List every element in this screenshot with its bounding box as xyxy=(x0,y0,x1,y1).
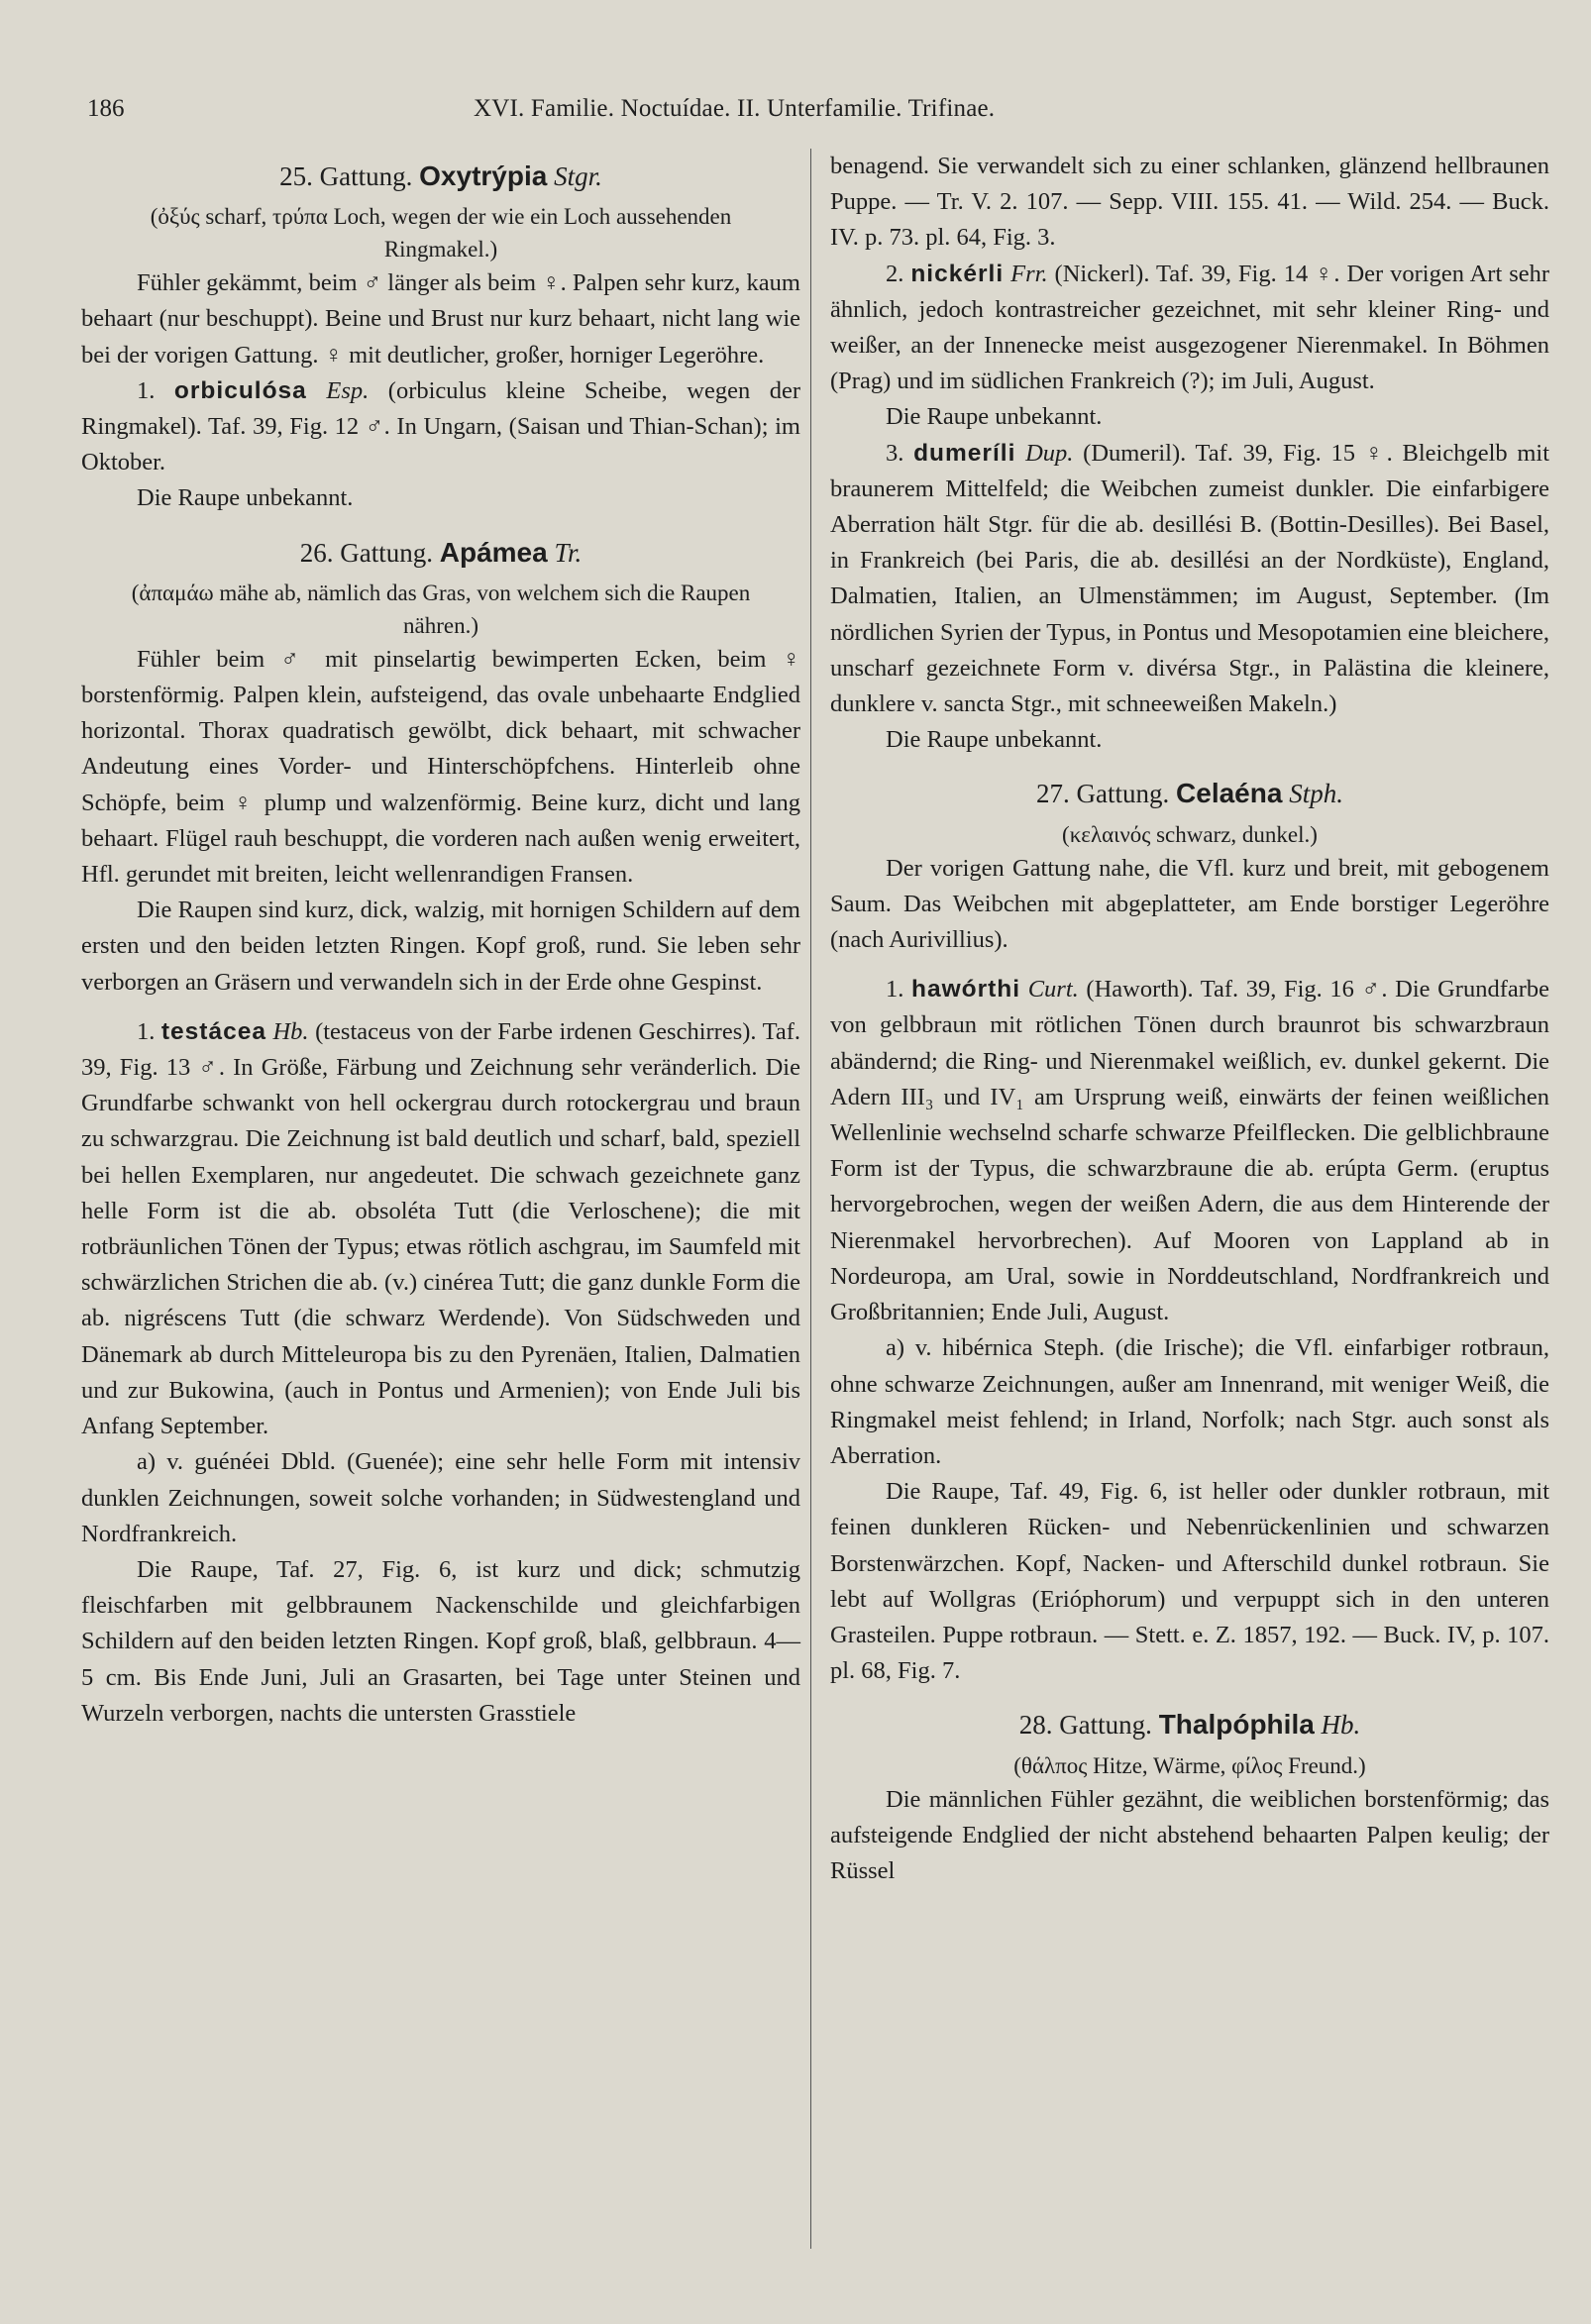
testacea-raupe: Die Raupe, Taf. 27, Fig. 6, ist kurz und dick; schmutzig fleischfarben mit gelbbraunem Nackenschilde und gleichfarbigen Schildern auf den beiden letzten Ringen. Kopf groß, blaß, gelbbraun. 4—5 cm. Bis Ende Juni, Juli an Grasarten, bei Tage unter Steinen und Wurzeln verborgen, nachts die untersten Grasstiele xyxy=(81,1555,800,1727)
haworthi-var-a: a) v. hibérnica Steph. (die Irische); die Vfl. einfarbiger rotbraun, ohne schwarze Zeichnungen, außer am Innenrand, mit weniger Weiß, die Ringmakel meist fehlend; in Irland, Norfolk; nach Stgr. auch sonst als Aberration. xyxy=(830,1334,1549,1469)
genus-28-name: Thalpóphila xyxy=(1158,1709,1315,1741)
genus-26-heading: 26. Gattung. Apámea Tr. xyxy=(299,536,583,568)
genus-25-etymology: (ὀξύς scharf, τρύπα Loch, wegen der wie ein Loch aussehenden Ringmakel.) xyxy=(150,204,732,263)
nickerli-raupe: Die Raupe unbekannt. xyxy=(886,403,1103,431)
genus-25-description: Fühler gekämmt, beim ♂ länger als beim ♀. Palpen sehr kurz, kaum behaart (nur beschuppt). Beine und Brust nur kurz behaart, nicht lang wie bei der vorigen Gattung. ♀ mit deutlicher, großer, horniger Legeröhre. xyxy=(81,269,800,369)
genus-25-heading: 25. Gattung. Oxytrýpia Stgr. xyxy=(279,160,602,191)
genus-26-name: Apámea xyxy=(439,536,548,568)
genus-28-heading: 28. Gattung. Thalpóphila Hb. xyxy=(1018,1709,1361,1741)
left-column xyxy=(81,149,800,1732)
orbiculosa-raupe: Die Raupe unbekannt. xyxy=(137,484,354,512)
page-number: 186 xyxy=(87,95,125,122)
genus-25-name: Oxytrýpia xyxy=(419,160,548,191)
right-column xyxy=(830,149,1549,1889)
species-haworthi: 1. hawórthi Curt. (Haworth). Taf. 39, Fig. 16 ♂. Die Grundfarbe von gelbbraun mit rötlichen Tönen durch braunrot bis schwarzbraun abändernd; die Ring- und Nierenmakel weißlich, ev. dunkel gekernt. Die Adern III₃ und IV₁ am Ursprung weiß, einwärts der feinen weißlichen Wellenlinie wechselnd scharfe schwarze Pfeilflecken. Die gelblichbraune Form ist der Typus, die schwarzbraune die ab. erúpta Germ. (eruptus hervorgebrochen, wegen der weißen Adern, die aus dem Hinterende der Nierenmakel hervorbrechen). Auf Mooren von Lappland ab in Nordeuropa, am Ural, sowie in Norddeutschland, Nordfrankreich und Großbritannien; Ende Juli, August. xyxy=(830,976,1550,1326)
genus-27-etymology: (κελαινός schwarz, dunkel.) xyxy=(1062,821,1318,847)
genus-27-name: Celaéna xyxy=(1176,778,1283,809)
species-testacea: 1. testácea Hb. (testaceus von der Farbe irdenen Geschirres). Taf. 39, Fig. 13 ♂. In Größe, Färbung und Zeichnung sehr veränderlich. Die Grundfarbe schwankt von hell ockergrau durch rotockergrau und braun zu schwarzgrau. Die Zeichnung ist bald deutlich und scharf, bald, speziell bei hellen Exemplaren, nur angedeutet. Die schwach gezeichnete ganz helle Form ist die ab. obsoléta Tutt (die Verloschene); die mit rotbräunlichen Tönen der Typus; etwas rötlich aschgrau, im Saumfeld mit schwärzlichen Strichen die ab. (v.) cinérea Tutt; die ganz dunkle Form die ab. nigréscens Tutt (die schwarz Werdende). Von Südschweden und Dänemark ab durch Mitteleuropa bis zu den Pyrenäen, Italien, Dalmatien und zur Bukowina, (auch in Pontus und Armenien); von Ende Juli bis Anfang September. xyxy=(81,1017,801,1440)
genus-28-description: Die männlichen Fühler gezähnt, die weiblichen borstenförmig; das aufsteigende Endglied der nicht abstehend behaarten Palpen keulig; der Rüssel xyxy=(830,1785,1549,1884)
species-dumerili: 3. dumeríli Dup. (Dumeril). Taf. 39, Fig. 15 ♀. Bleichgelb mit braunerem Mittelfeld; die Weibchen zumeist dunkler. Die einfarbigere Aberration hält Stgr. für die ab. desillési B. (Bottin-Desilles). Bei Basel, in Frankreich (bei Paris, die ab. desillési an der Nordküste), England, Dalmatien, Italien, an Ulmenstämmen; im August, September. (Im nördlichen Syrien der Typus, in Pontus und Mesopotamien eine bleichere, unscharf gezeichnete Form v. divérsa Stgr., in Palästina die kleinere, dunklere v. sancta Stgr., mit schneeweißen Makeln.) xyxy=(830,439,1550,718)
column-divider xyxy=(810,149,811,2249)
genus-28-etymology: (θάλπος Hitze, Wärme, φίλος Freund.) xyxy=(1013,1752,1366,1778)
testacea-continued: benagend. Sie verwandelt sich zu einer schlanken, glänzend hellbraunen Puppe. — Tr. V. 2. 107. — Sepp. VIII. 155. 41. — Wild. 254. — Buck. IV. p. 73. pl. 64, Fig. 3. xyxy=(830,153,1549,252)
genus-27-heading: 27. Gattung. Celaéna Stph. xyxy=(1036,778,1343,809)
testacea-var-a: a) v. guénéei Dbld. (Guenée); eine sehr helle Form mit intensiv dunklen Zeichnungen, soweit solche vorhanden; in Südwestengland und Nordfrankreich. xyxy=(81,1448,800,1547)
genus-26-raupen: Die Raupen sind kurz, dick, walzig, mit hornigen Schildern auf dem ersten und den beiden letzten Ringen. Kopf groß, rund. Sie leben sehr verborgen an Gräsern und verwandeln sich in der Erde ohne Gespinst. xyxy=(81,897,800,996)
genus-27-description: Der vorigen Gattung nahe, die Vfl. kurz und breit, mit gebogenem Saum. Das Weibchen mit abgeplatteter, am Ende borstiger Legeröhre (nach Aurivillius). xyxy=(830,854,1549,954)
dumerili-raupe: Die Raupe unbekannt. xyxy=(886,726,1103,754)
species-orbiculosa: 1. orbiculósa Esp. (orbiculus kleine Scheibe, wegen der Ringmakel). Taf. 39, Fig. 12 ♂. In Ungarn, (Saisan und Thian-Schan); im Oktober. xyxy=(81,376,801,476)
genus-26-etymology: (ἀπαμάω mähe ab, nämlich das Gras, von welchem sich die Raupen nähren.) xyxy=(131,580,751,638)
species-nickerli: 2. nickérli Frr. (Nickerl). Taf. 39, Fig. 14 ♀. Der vorigen Art sehr ähnlich, jedoch kontrastreicher gezeichnet, mit sehr kleiner Ring- und weißer, an der Innenecke meist ausgezogener Nierenmakel. In Böhmen (Prag) und im südlichen Frankreich (?); im Juli, August. xyxy=(830,260,1550,395)
genus-26-description: Fühler beim ♂ mit pinselartig bewimperten Ecken, beim ♀ borstenförmig. Palpen klein, aufsteigend, das ovale unbehaarte Endglied horizontal. Thorax quadratisch gewölbt, dick behaart, mit schwacher Andeutung eines Vorder- und Hinterschöpfchens. Hinterleib ohne Schöpfe, beim ♀ plump und walzenförmig. Beine kurz, dicht und lang behaart. Flügel rauh beschuppt, die vorderen nach außen wenig erweitert, Hfl. gerundet mit breiten, leicht wellenrandigen Fransen. xyxy=(81,645,800,889)
running-title: XVI. Familie. Noctuídae. II. Unterfamilie. Trifinae. xyxy=(474,95,996,122)
haworthi-raupe: Die Raupe, Taf. 49, Fig. 6, ist heller oder dunkler rotbraun, mit feinen dunkleren Rücken- und Nebenrückenlinien und schwarzen Borstenwärzchen. Kopf, Nacken- und Afterschild dunkel rotbraun. Sie lebt auf Wollgras (Erióphorum) und verpuppt sich in den unteren Grasteilen. Puppe rotbraun. — Stett. e. Z. 1857, 192. — Buck. IV, p. 107. pl. 68, Fig. 7. xyxy=(830,1478,1549,1685)
page-header xyxy=(87,91,1543,131)
